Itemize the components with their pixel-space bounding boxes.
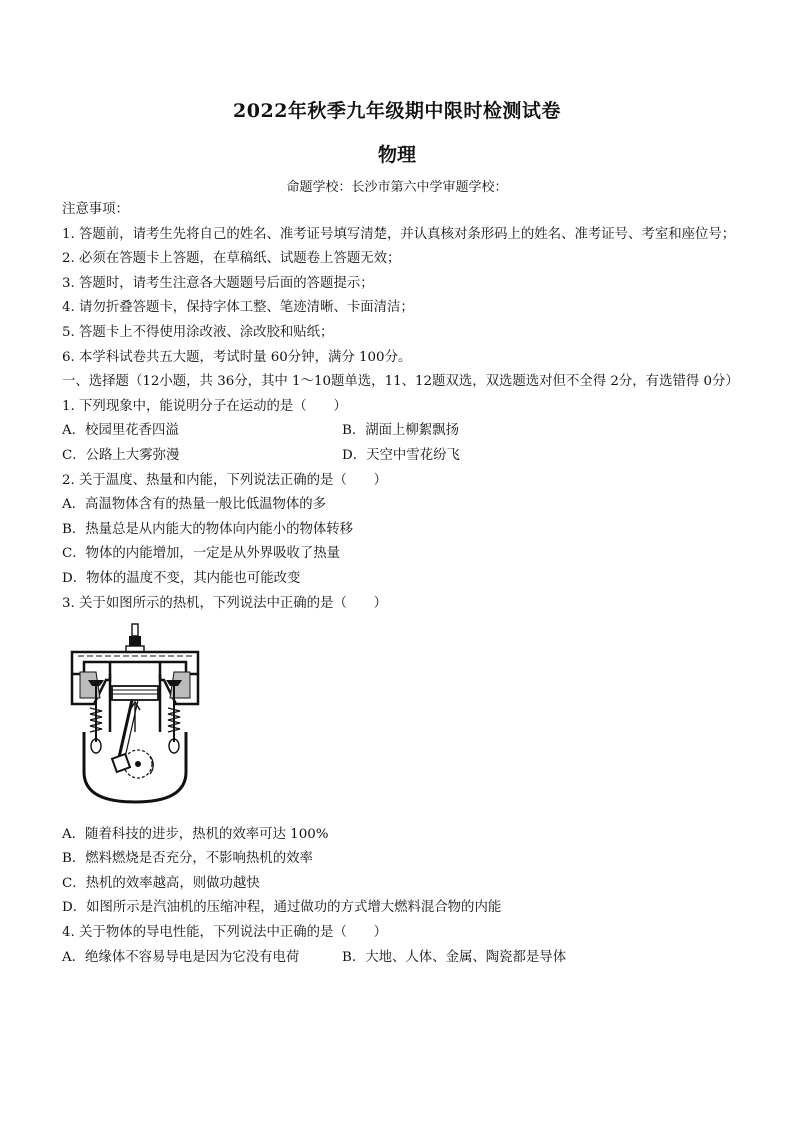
question-2-option-a: A．高温物体含有的热量一般比低温物体的多	[62, 497, 327, 513]
question-2-stem: 2. 关于温度、热量和内能，下列说法正确的是（ ）	[62, 472, 388, 488]
page-title: 2022年秋季九年级期中限时检测试卷	[233, 100, 561, 122]
question-1-stem: 1. 下列现象中，能说明分子在运动的是（ ）	[62, 398, 347, 414]
question-2-option-c: C．物体的内能增加，一定是从外界吸收了热量	[62, 546, 341, 562]
question-3-option-b: B．燃料燃烧是否充分，不影响热机的效率	[62, 851, 313, 867]
heat-engine-figure	[66, 622, 206, 807]
question-1-options-row2	[62, 444, 742, 469]
school-line: 命题学校：长沙市第六中学审题学校：	[286, 180, 508, 195]
note-item-4: 4. 请勿折叠答题卡，保持字体工整、笔迹清晰、卡面清洁；	[62, 300, 414, 316]
question-2-option-b: B．热量总是从内能大的物体向内能小的物体转移	[62, 521, 354, 537]
question-1-option-d: D．天空中雪花纷飞	[342, 447, 460, 463]
question-1-options-row1	[62, 419, 742, 444]
question-4-stem: 4. 关于物体的导电性能，下列说法中正确的是（ ）	[62, 925, 388, 941]
exam-content	[62, 198, 742, 970]
note-item-5: 5. 答题卡上不得使用涂改液、涂改胶和贴纸；	[62, 324, 334, 340]
question-3-stem: 3. 关于如图所示的热机，下列说法中正确的是（ ）	[62, 595, 388, 611]
subject-title: 物理	[377, 144, 416, 166]
question-4-option-b: B．大地、人体、金属、陶瓷都是导体	[342, 949, 567, 965]
question-4-options-row1	[62, 946, 742, 971]
section-heading: 一、选择题（12小题，共 36分，其中 1～10题单选，11、12题双选，双选题选对但不全得 2分，有选错得 0分）	[62, 374, 739, 390]
question-4-option-a: A．绝缘体不容易导电是因为它没有电荷	[62, 949, 300, 965]
question-3-option-c: C．热机的效率越高，则做功越快	[62, 875, 260, 891]
notes-heading: 注意事项：	[62, 202, 129, 217]
question-1-option-c: C．公路上大雾弥漫	[62, 447, 180, 463]
question-2-option-d: D．物体的温度不变，其内能也可能改变	[62, 570, 301, 586]
question-3-option-d: D．如图所示是汽油机的压缩冲程，通过做功的方式增大燃料混合物的内能	[62, 900, 502, 916]
question-3-option-a: A．随着科技的进步，热机的效率可达 100%	[62, 826, 329, 842]
note-item-3: 3. 答题时，请考生注意各大题题号后面的答题提示；	[62, 275, 374, 291]
note-item-1: 1. 答题前，请考生先将自己的姓名、准考证号填写清楚，并认真核对条形码上的姓名、准考证号、考室和座位号；	[62, 226, 736, 242]
question-1-option-a: A．校园里花香四溢	[62, 423, 179, 439]
question-1-option-b: B．湖面上柳絮飘扬	[342, 423, 459, 439]
note-item-6: 6. 本学科试卷共五大题，考试时量 60分钟，满分 100分。	[62, 349, 412, 365]
note-item-2: 2. 必须在答题卡上答题，在草稿纸、试题卷上答题无效；	[62, 251, 401, 267]
